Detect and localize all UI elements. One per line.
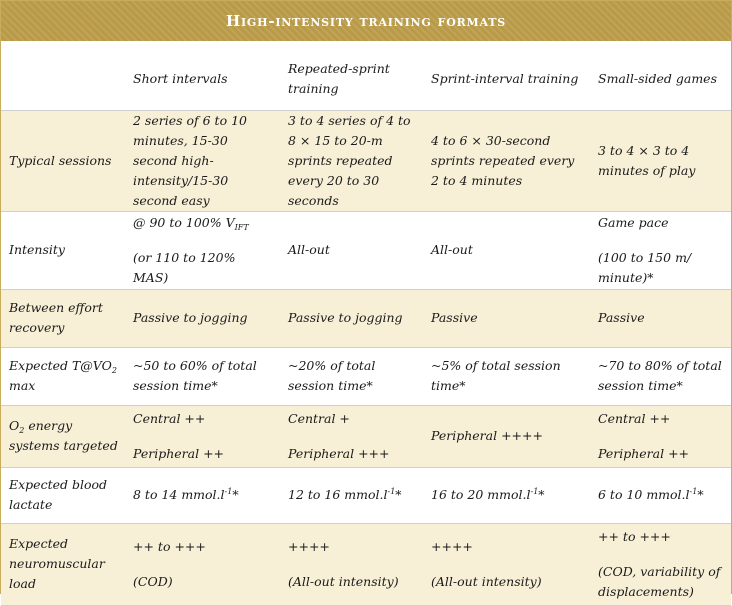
header-sprint-interval: Sprint-interval training bbox=[423, 48, 590, 110]
cell-lactate-ssg: 6 to 10 $mmol.l^{-1}*$ bbox=[590, 467, 731, 523]
row-label-typical: Typical sessions bbox=[1, 110, 125, 211]
neuro-sprint-note: (All-out intensity) bbox=[431, 573, 542, 589]
cell-neuro-sprint bbox=[423, 523, 590, 605]
row-label-recovery: Between effort recovery bbox=[1, 289, 125, 347]
cell-energy-ssg bbox=[590, 405, 731, 467]
neuro-short-note: (COD) bbox=[133, 573, 173, 589]
header-cell-empty bbox=[1, 48, 125, 110]
intensity-short-note: (or 110 to 120% MAS) bbox=[133, 249, 236, 285]
row-tvo2max bbox=[1, 347, 731, 405]
header-row bbox=[1, 48, 731, 110]
cell-intensity-short bbox=[125, 211, 280, 289]
row-typical-sessions bbox=[1, 110, 731, 211]
row-label-lactate: Expected blood lactate bbox=[1, 467, 125, 523]
cell-tvo2-repeated: ~20% of total session time* bbox=[280, 347, 423, 405]
energy-repeated-central: Central + bbox=[288, 410, 350, 426]
energy-short-central: Central ++ bbox=[133, 410, 206, 426]
cell-neuro-ssg bbox=[590, 523, 731, 605]
cell-recovery-repeated: Passive to jogging bbox=[280, 289, 423, 347]
cell-typical-repeated: 3 to 4 series of 4 to 8 × 15 to 20-m sprints repeated every 20 to 30 seconds bbox=[280, 110, 423, 211]
energy-repeated-peripheral: Peripheral +++ bbox=[288, 445, 390, 461]
row-blood-lactate bbox=[1, 467, 731, 523]
cell-intensity-ssg bbox=[590, 211, 731, 289]
cell-energy-short bbox=[125, 405, 280, 467]
cell-typical-short: 2 series of 6 to 10 minutes, 15-30 second high-intensity/15-30 second easy bbox=[125, 110, 280, 211]
row-energy-systems bbox=[1, 405, 731, 467]
cell-lactate-repeated: 12 to 16 $mmol.l^{-1}*$ bbox=[280, 467, 423, 523]
cell-recovery-sprint: Passive bbox=[423, 289, 590, 347]
neuro-ssg-note: (COD, variability of displacements) bbox=[598, 563, 721, 599]
neuro-repeated-load: ++++ bbox=[288, 538, 330, 554]
row-label-energy: $O_2$ energy systems targeted bbox=[1, 405, 125, 467]
cell-intensity-repeated: All-out bbox=[280, 211, 423, 289]
row-label-intensity: Intensity bbox=[1, 211, 125, 289]
neuro-ssg-load: ++ to +++ bbox=[598, 528, 671, 544]
neuro-repeated-note: (All-out intensity) bbox=[288, 573, 399, 589]
energy-short-peripheral: Peripheral ++ bbox=[133, 445, 225, 461]
neuro-short-load: ++ to +++ bbox=[133, 538, 206, 554]
cell-tvo2-sprint: ~5% of total session time* bbox=[423, 347, 590, 405]
row-label-neuro: Expected neuromuscular load bbox=[1, 523, 125, 605]
neuro-sprint-load: ++++ bbox=[431, 538, 473, 554]
cell-neuro-short bbox=[125, 523, 280, 605]
training-formats-table bbox=[1, 48, 731, 606]
cell-typical-sprint: 4 to 6 × 30-second sprints repeated every 2 to 4 minutes bbox=[423, 110, 590, 211]
cell-intensity-sprint: All-out bbox=[423, 211, 590, 289]
header-short-intervals: Short intervals bbox=[125, 48, 280, 110]
cell-tvo2-short: ~50 to 60% of total session time* bbox=[125, 347, 280, 405]
cell-neuro-repeated bbox=[280, 523, 423, 605]
cell-recovery-short: Passive to jogging bbox=[125, 289, 280, 347]
energy-ssg-central: Central ++ bbox=[598, 410, 671, 426]
header-repeated-sprint: Repeated-sprint training bbox=[280, 48, 423, 110]
cell-lactate-short: 8 to 14 $mmol.l^{-1}*$ bbox=[125, 467, 280, 523]
row-label-tvo2max: Expected $T@VO_2$ max bbox=[1, 347, 125, 405]
intensity-ssg-main: Game pace bbox=[598, 214, 669, 230]
cell-tvo2-ssg: ~70 to 80% of total session time* bbox=[590, 347, 731, 405]
cell-energy-sprint: Peripheral ++++ bbox=[423, 405, 590, 467]
row-intensity bbox=[1, 211, 731, 289]
table-title: High-intensity training formats bbox=[226, 12, 506, 30]
cell-recovery-ssg: Passive bbox=[590, 289, 731, 347]
row-recovery bbox=[1, 289, 731, 347]
intensity-short-main: @ 90 to 100% $V_{IFT}$ bbox=[133, 214, 249, 232]
energy-ssg-peripheral: Peripheral ++ bbox=[598, 445, 690, 461]
cell-energy-repeated bbox=[280, 405, 423, 467]
title-bar bbox=[1, 1, 731, 41]
cell-lactate-sprint: 16 to 20 $mmol.l^{-1}*$ bbox=[423, 467, 590, 523]
header-small-sided-games: Small-sided games bbox=[590, 48, 731, 110]
cell-typical-ssg: 3 to 4 × 3 to 4 minutes of play bbox=[590, 110, 731, 211]
intensity-ssg-note: (100 to 150 m/ minute)* bbox=[598, 249, 692, 285]
row-neuromuscular bbox=[1, 523, 731, 605]
